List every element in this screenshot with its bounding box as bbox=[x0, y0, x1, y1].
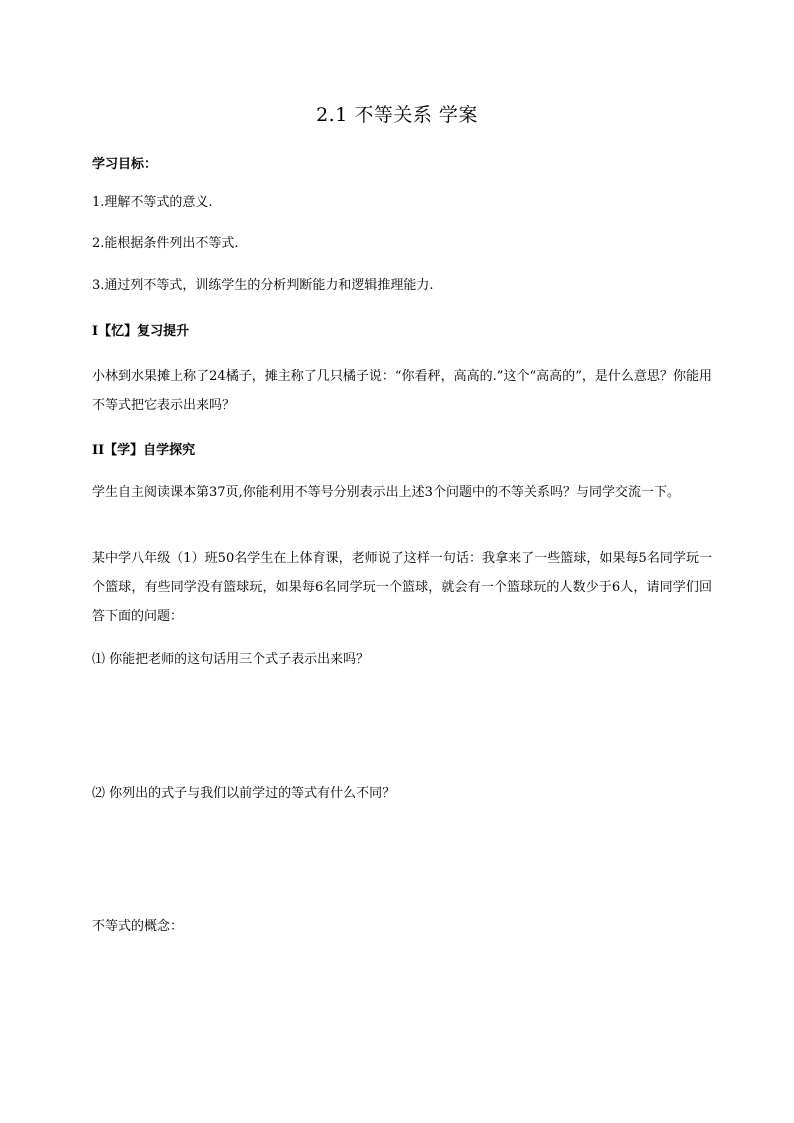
objective-item-1: 1.理解不等式的意义. bbox=[92, 195, 213, 210]
section2-problem-paragraph: 某中学八年级（1）班50名学生在上体育课，老师说了这样一句话：我拿来了一些篮球，如果每5名同学玩一个篮球，有些同学没有篮球玩，如果每6名同学玩一个篮球，就会有一个篮球玩的人数少于6人，请同学们回答下面的问题： bbox=[92, 551, 712, 624]
question-1: ⑴ 你能把老师的这句话用三个式子表示出来吗？ bbox=[92, 652, 370, 667]
section2-reading-paragraph: 学生自主阅读课本第37页,你能利用不等号分别表示出上述3个问题中的不等关系吗？与同学交流一下。 bbox=[92, 485, 680, 500]
objective-item-2: 2.能根据条件列出不等式. bbox=[92, 236, 239, 251]
question-2: ⑵ 你列出的式子与我们以前学过的等式有什么不同？ bbox=[92, 786, 396, 801]
inequality-concept-label: 不等式的概念： bbox=[92, 919, 184, 934]
section2-heading: II【学】自学探究 bbox=[92, 443, 196, 458]
section1-text: 小林到水果摊上称了24橘子，摊主称了几只橘子说：“你看秤，高高的.”这个“高高的”，是什么意思？你能用不等式把它表示出来吗？ bbox=[92, 369, 712, 413]
document-title: 2.1 不等关系 学案 bbox=[316, 104, 478, 126]
section1-heading: I【忆】复习提升 bbox=[92, 324, 190, 339]
objectives-heading: 学习目标： bbox=[92, 157, 158, 172]
objective-item-3: 3.通过列不等式，训练学生的分析判断能力和逻辑推理能力. bbox=[92, 278, 434, 293]
